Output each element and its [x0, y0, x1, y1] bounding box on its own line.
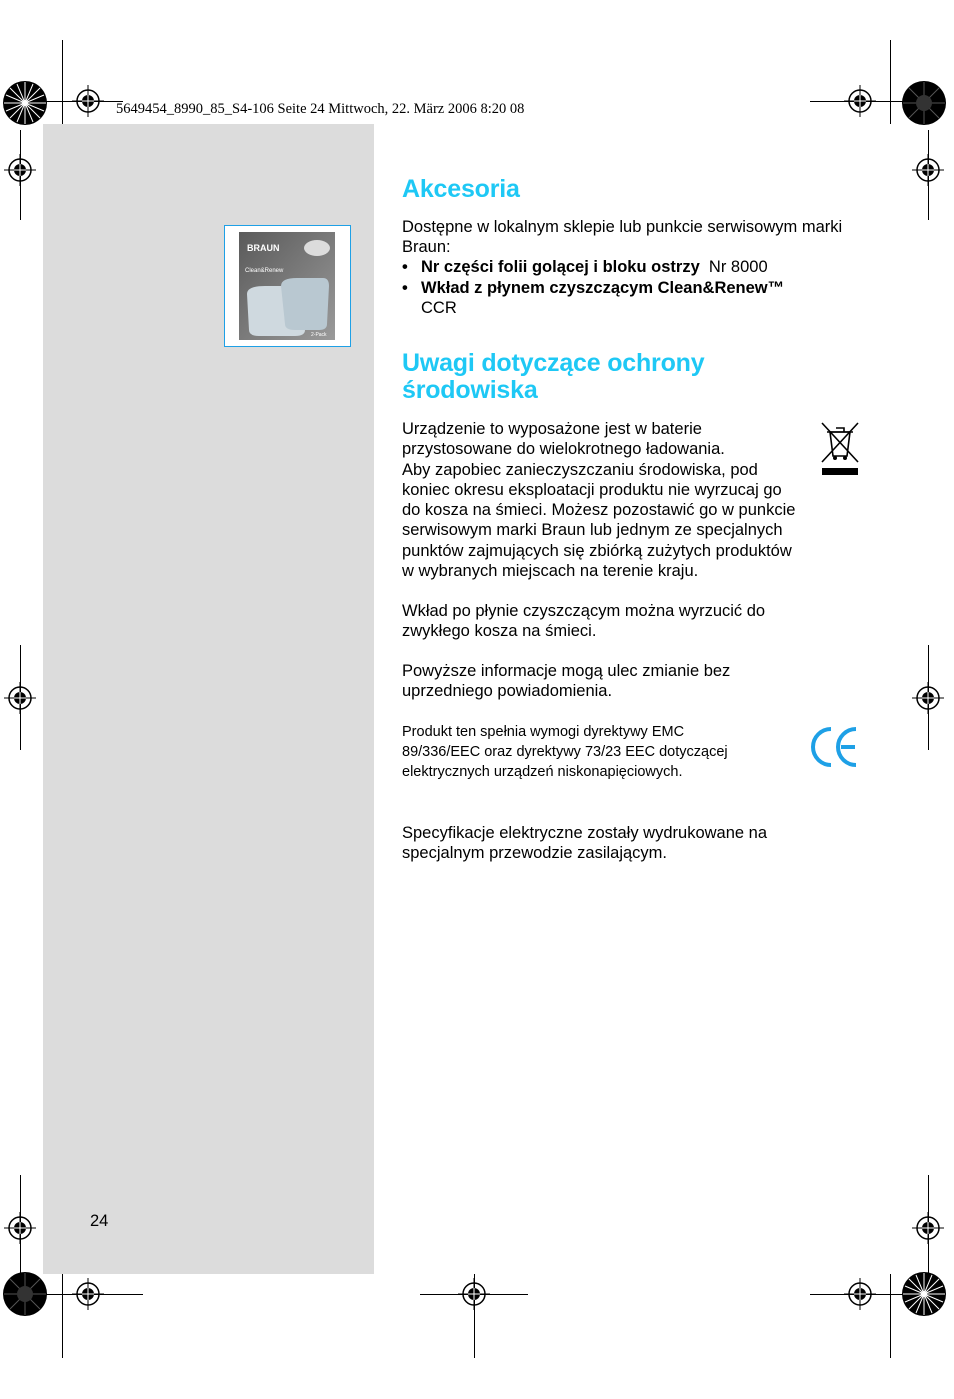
item-label: Wkład z płynem czyszczącym Clean&Renew™	[421, 279, 785, 297]
registration-mark-icon	[844, 85, 876, 117]
registration-mark-icon	[912, 154, 944, 186]
product-name: Clean&Renew	[245, 268, 284, 274]
registration-mark-icon	[458, 1278, 490, 1310]
cartridge-disposal-paragraph: Wkład po płynie czyszczącym można wyrzucić do zwykłego kosza na śmieci.	[402, 602, 766, 641]
print-header: 5649454_8990_85_S4-106 Seite 24 Mittwoch, 22. März 2006 8:20 08	[116, 101, 525, 117]
section-title-environment: Uwagi dotyczące ochrony środowiska	[402, 349, 705, 404]
star-target-icon	[901, 80, 947, 126]
star-target-icon	[2, 1271, 48, 1317]
item-label: Nr części folii golącej i bloku ostrzy	[421, 258, 700, 276]
registration-mark-icon	[4, 1212, 36, 1244]
registration-mark-icon	[912, 1212, 944, 1244]
product-brand: BRAUN	[247, 243, 280, 253]
clean-renew-pack-illustration	[225, 226, 349, 345]
registration-mark-icon	[72, 85, 104, 117]
registration-mark-icon	[844, 1278, 876, 1310]
electrical-spec-paragraph: Specyfikacje elektryczne zostały wydrukowane na specjalnym przewodzie zasilającym.	[402, 824, 768, 863]
product-pack-label: 2-Pack	[311, 332, 327, 338]
item-value: CCR	[421, 299, 457, 318]
registration-mark-icon	[4, 154, 36, 186]
registration-mark-icon	[4, 682, 36, 714]
environment-paragraph: Urządzenie to wyposażone jest w baterie przystosowane do wielokrotnego ładowania. Aby zapobiec zanieczyszczaniu środowiska, pod koniec okresu eksploatacji produktu nie wyrzucaj go do kosza na śmieci. Możesz pozostawić go w punkcie serwisowym marki Braun lub jednym ze specjalnych punktów zajmujących się zbiórką zużytych produktów w wybranych miejscach na terenie kraju.	[402, 420, 796, 581]
section-title-accessories: Akcesoria	[402, 175, 520, 203]
ce-mark-icon	[808, 724, 860, 770]
registration-mark-icon	[912, 682, 944, 714]
accessories-intro: Dostępne w lokalnym sklepie lub punkcie serwisowym marki Braun:	[402, 218, 843, 257]
notice-paragraph: Powyższe informacje mogą ulec zmianie bez uprzedniego powiadomienia.	[402, 662, 731, 701]
list-item: • Nr części folii golącej i bloku ostrzy Nr 8000	[402, 258, 768, 276]
product-image	[224, 225, 351, 347]
star-target-icon	[901, 1271, 947, 1317]
crossed-bin-icon	[820, 420, 860, 478]
item-value: Nr 8000	[708, 258, 768, 276]
ce-compliance-paragraph: Produkt ten spełnia wymogi dyrektywy EMC 89/336/EEC oraz dyrektywy 73/23 EEC dotyczącej elektrycznych urządzeń niskonapięciowych.	[402, 724, 728, 780]
page-number: 24	[90, 1212, 109, 1230]
registration-mark-icon	[72, 1278, 104, 1310]
star-target-icon	[2, 80, 48, 126]
list-item: • Wkład z płynem czyszczącym Clean&Renew™ CCR	[402, 279, 785, 318]
